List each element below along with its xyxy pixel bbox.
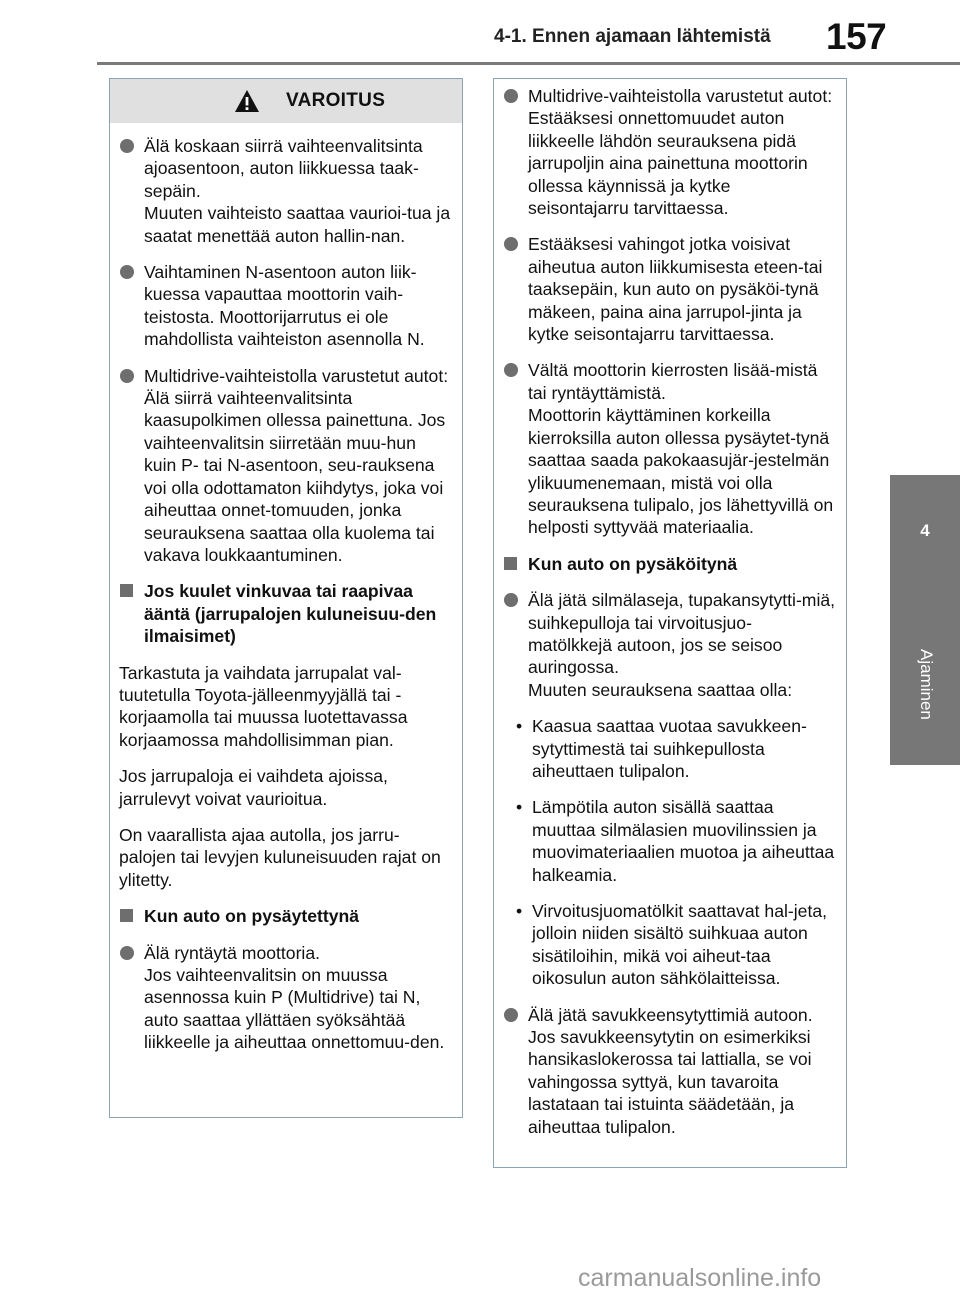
- section-title: 4-1. Ennen ajamaan lähtemistä: [494, 26, 771, 47]
- heading-text: Kun auto on pysäköitynä: [528, 553, 738, 574]
- warning-header: [110, 79, 462, 123]
- item-text: Muuten seurauksena saattaa olla:: [528, 679, 793, 700]
- item-text: Multidrive-vaihteistolla varustetut autot: Estääksesi onnettomuudet auton liikkeelle lähdön seurauksena pidä jarrupoljin aina painettuna moottorin ollessa käynnissä ja kytke seisontajarru tarvittaessa.: [528, 86, 833, 219]
- item-text: Virvoitusjuomatölkit saattavat hal-jeta, jolloin niiden sisältö suihkuaa auton sisätiloihin, mikä voi aiheut-taa oikosulun auton sähkölaitteissa.: [532, 901, 828, 989]
- sub-list-item: [503, 900, 836, 990]
- bullet-dot-icon: [120, 265, 134, 279]
- bullet-dot-icon: [504, 89, 518, 103]
- paragraph: Tarkastuta ja vaihdata jarrupalat val-tuutetulla Toyota-jälleenmyyjällä tai -korjaamolla tai muussa luotettavassa korjaamossa mahdollisimman pian.: [119, 662, 408, 750]
- bullet-dot-icon: [120, 369, 134, 383]
- item-text: Lämpötila auton sisällä saattaa muuttaa silmälasien muovilinssien ja muovimateriaalien muotoa ja aiheuttaa halkeamia.: [532, 797, 835, 885]
- square-bullet-icon: [504, 557, 517, 570]
- bullet-dot-icon: [504, 363, 518, 377]
- header-divider: [97, 62, 960, 65]
- item-text: Jos vaihteenvalitsin on muussa asennossa kuin P (Multidrive) tai N, auto saattaa yllättäen syöksähtää liikkeelle ja aiheuttaa onnettomuu-den.: [144, 965, 445, 1053]
- item-text: Muuten vaihteisto saattaa vaurioi-tua ja saatat menettää auton hallin-nan.: [144, 203, 451, 246]
- square-bullet-icon: [120, 584, 133, 597]
- list-item: [503, 1004, 836, 1138]
- page-number: 157: [826, 16, 887, 57]
- section-heading: [119, 580, 452, 647]
- list-item: [503, 359, 836, 538]
- page-header: [0, 0, 960, 68]
- warning-triangle-icon: [234, 89, 260, 113]
- chapter-label: Ajaminen: [917, 649, 936, 720]
- sub-list-item: [503, 796, 836, 886]
- bullet-dot-icon: [120, 946, 134, 960]
- square-bullet-icon: [120, 909, 133, 922]
- bullet-dot-icon: [504, 593, 518, 607]
- bullet-mark-icon: •: [516, 797, 523, 818]
- warning-box: [109, 78, 463, 1118]
- heading-text: Jos kuulet vinkuvaa tai raapivaa ääntä (jarrupalojen kuluneisuu-den ilmaisimet): [144, 581, 437, 647]
- item-text: Älä ryntäytä moottoria.: [144, 942, 321, 963]
- list-item: [119, 261, 452, 351]
- watermark: carmanualsonline.info: [578, 1264, 822, 1292]
- bullet-mark-icon: •: [516, 901, 523, 921]
- sub-list-item: [503, 715, 836, 782]
- warning-box-continued: [493, 78, 847, 1168]
- paragraph: On vaarallista ajaa autolla, jos jarru-palojen tai levyjen kuluneisuuden rajat on ylitetty.: [119, 824, 441, 890]
- section-heading: [119, 905, 452, 927]
- item-text: Älä koskaan siirrä vaihteenvalitsinta ajoasentoon, auton liikkuessa taak-sepäin.: [144, 136, 423, 201]
- heading-text: Kun auto on pysäytettynä: [144, 906, 360, 927]
- list-item: [119, 365, 452, 567]
- list-item: [119, 942, 452, 1054]
- list-item: [503, 233, 836, 345]
- list-item: [503, 85, 836, 219]
- chapter-number: 4: [920, 521, 930, 540]
- bullet-dot-icon: [504, 1008, 518, 1022]
- item-text: Älä jätä savukkeensytyttimiä autoon. Jos savukkeensytytin on esimerkiksi hansikaslokerossa tai lattialla, se voi vahingossa syttyä, kun tavaroita lastataan tai istuinta säädetään, ja aiheuttaa tulipalon.: [528, 1004, 813, 1137]
- list-item: [119, 135, 452, 247]
- bullet-dot-icon: [504, 237, 518, 251]
- list-item: [503, 589, 836, 701]
- bullet-dot-icon: [120, 139, 134, 153]
- item-text: Multidrive-vaihteistolla varustetut autot: Älä siirrä vaihteenvalitsinta kaasupolkimen ollessa painettuna. Jos vaihteenvalitsin siirretään muu-hun kuin P- tai N-asentoon, seu-rauksena voi olla odottamaton kiihdytys, joka voi aiheuttaa onnet-tomuuden, jonka seurauksena saattaa olla kuolema tai vakava loukkaantuminen.: [144, 365, 449, 565]
- item-text: Älä jätä silmälaseja, tupakansytytti-miä, suihkepulloja tai virvoitusjuo-matölkkejä autoon, jos se seisoo auringossa.: [528, 590, 836, 678]
- section-heading: [503, 553, 836, 575]
- item-text: Vältä moottorin kierrosten lisää-mistä tai ryntäyttämistä.: [528, 360, 818, 403]
- item-text: Estääksesi vahingot jotka voisivat aiheutua auton liikkumisesta eteen-tai taaksepäin, kun auto on pysäköi-tynä mäkeen, paina aina jarrupol-jinta ja kytke seisontajarru tarvittaessa.: [528, 234, 823, 345]
- paragraph: Jos jarrupaloja ei vaihdeta ajoissa, jarrulevyt voivat vaurioitua.: [119, 766, 388, 809]
- item-text: Kaasua saattaa vuotaa savukkeen-sytyttimestä tai suihkepullosta aiheuttaen tulipalon.: [532, 716, 807, 781]
- bullet-mark-icon: •: [516, 716, 523, 737]
- item-text: Moottorin käyttäminen korkeilla kierroksilla auton ollessa pysäytet-tynä saattaa saada pakokaasujär-jestelmän ylikuumenemaan, mistä voi olla seurauksena tulipalo, jos lähettyvillä on helposti syttyvää materiaalia.: [528, 405, 834, 538]
- warning-title: VAROITUS: [286, 90, 386, 111]
- item-text: Vaihtaminen N-asentoon auton liik-kuessa vapauttaa moottorin vaih-teistosta. Moottorijarrutus ei ole mahdollista vaihteiston asennolla N.: [144, 262, 425, 350]
- chapter-tab: [890, 475, 960, 765]
